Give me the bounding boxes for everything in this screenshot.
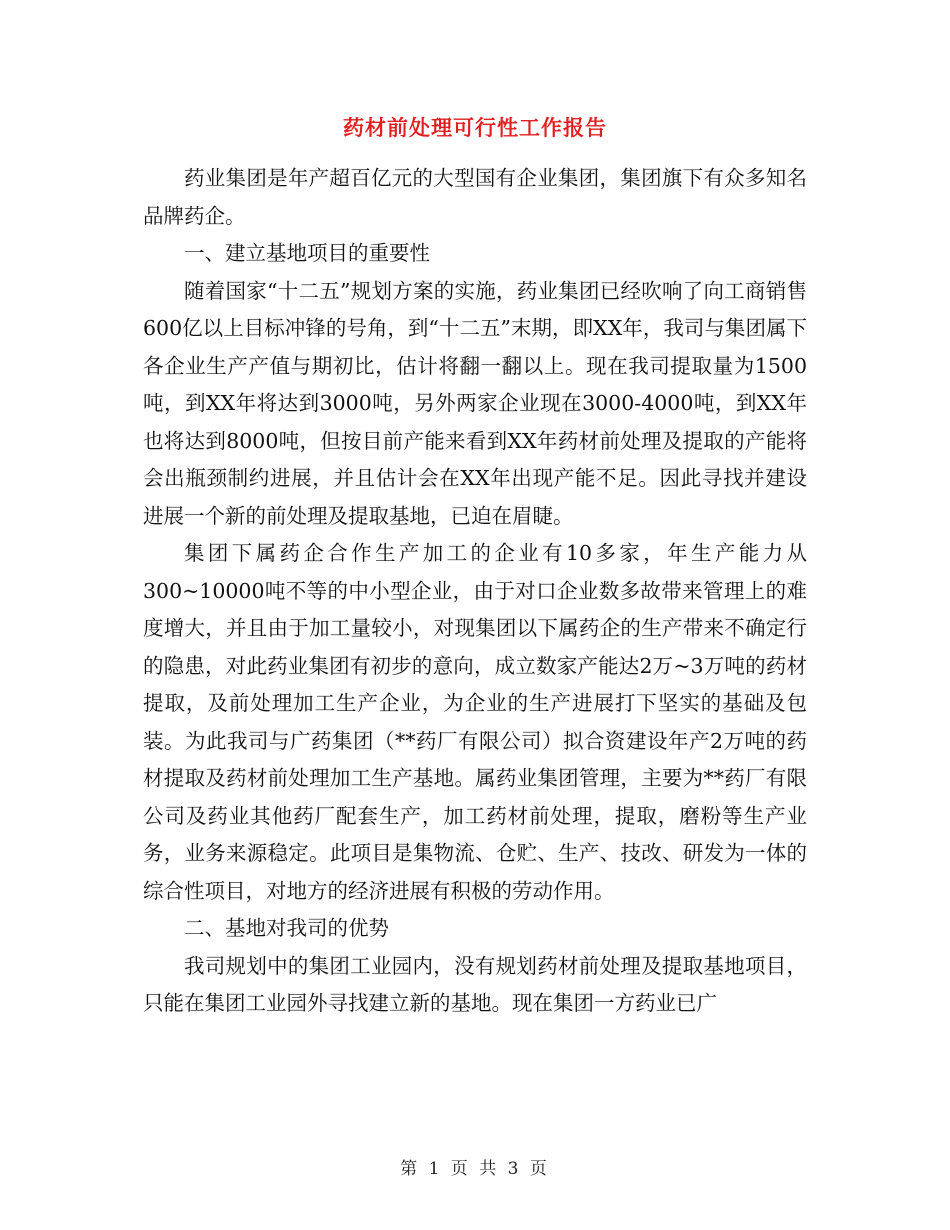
- paragraph-partners: 集团下属药企合作生产加工的企业有10多家，年生产能力从300~10000吨不等的中小型企业，由于对口企业数多故带来管理上的难度增大，并且由于加工量较小，对现集团以下属药企的生产带来不确定行的隐患，对此药业集团有初步的意向，成立数家产能达2万~3万吨的药材提取，及前处理加工生产企业，为企业的生产进展打下坚实的基础及包装。为此我司与广药集团（**药厂有限公司）拟合资建设年产2万吨的药材提取及药材前处理加工生产基地。属药业集团管理，主要为**药厂有限公司及药业其他药厂配套生产，加工药材前处理，提取，磨粉等生产业务，业务来源稳定。此项目是集物流、仓贮、生产、技改、研发为一体的综合性项目，对地方的经济进展有积极的劳动作用。: [143, 541, 807, 903]
- page-footer: 第 1 页 共 3 页: [400, 1159, 550, 1179]
- paragraph-intro: 药业集团是年产超百亿元的大型国有企业集团，集团旗下有众多知名品牌药企。: [143, 166, 807, 228]
- paragraph-capacity: 随着国家“十二五”规划方案的实施，药业集团已经吹响了向工商销售600亿以上目标冲锋的号角，到“十二五”末期，即XX年，我司与集团属下各企业生产产值与期初比，估计将翻一翻以上。现在我司提取量为1500吨，到XX年将达到3000吨，另外两家企业现在3000-4000吨，到XX年也将达到8000吨，但按目前产能来看到XX年药材前处理及提取的产能将会出瓶颈制约进展，并且估计会在XX年出现产能不足。因此寻找并建设进展一个新的前处理及提取基地，已迫在眉睫。: [143, 278, 807, 528]
- section-heading-2: 二、基地对我司的优势: [184, 916, 389, 940]
- document-body: [143, 160, 807, 1023]
- paragraph-advantage: 我司规划中的集团工业园内，没有规划药材前处理及提取基地项目，只能在集团工业园外寻找建立新的基地。现在集团一方药业已广: [143, 953, 807, 1015]
- section-heading-1: 一、建立基地项目的重要性: [184, 241, 430, 265]
- document-title: 药材前处理可行性工作报告: [343, 115, 607, 140]
